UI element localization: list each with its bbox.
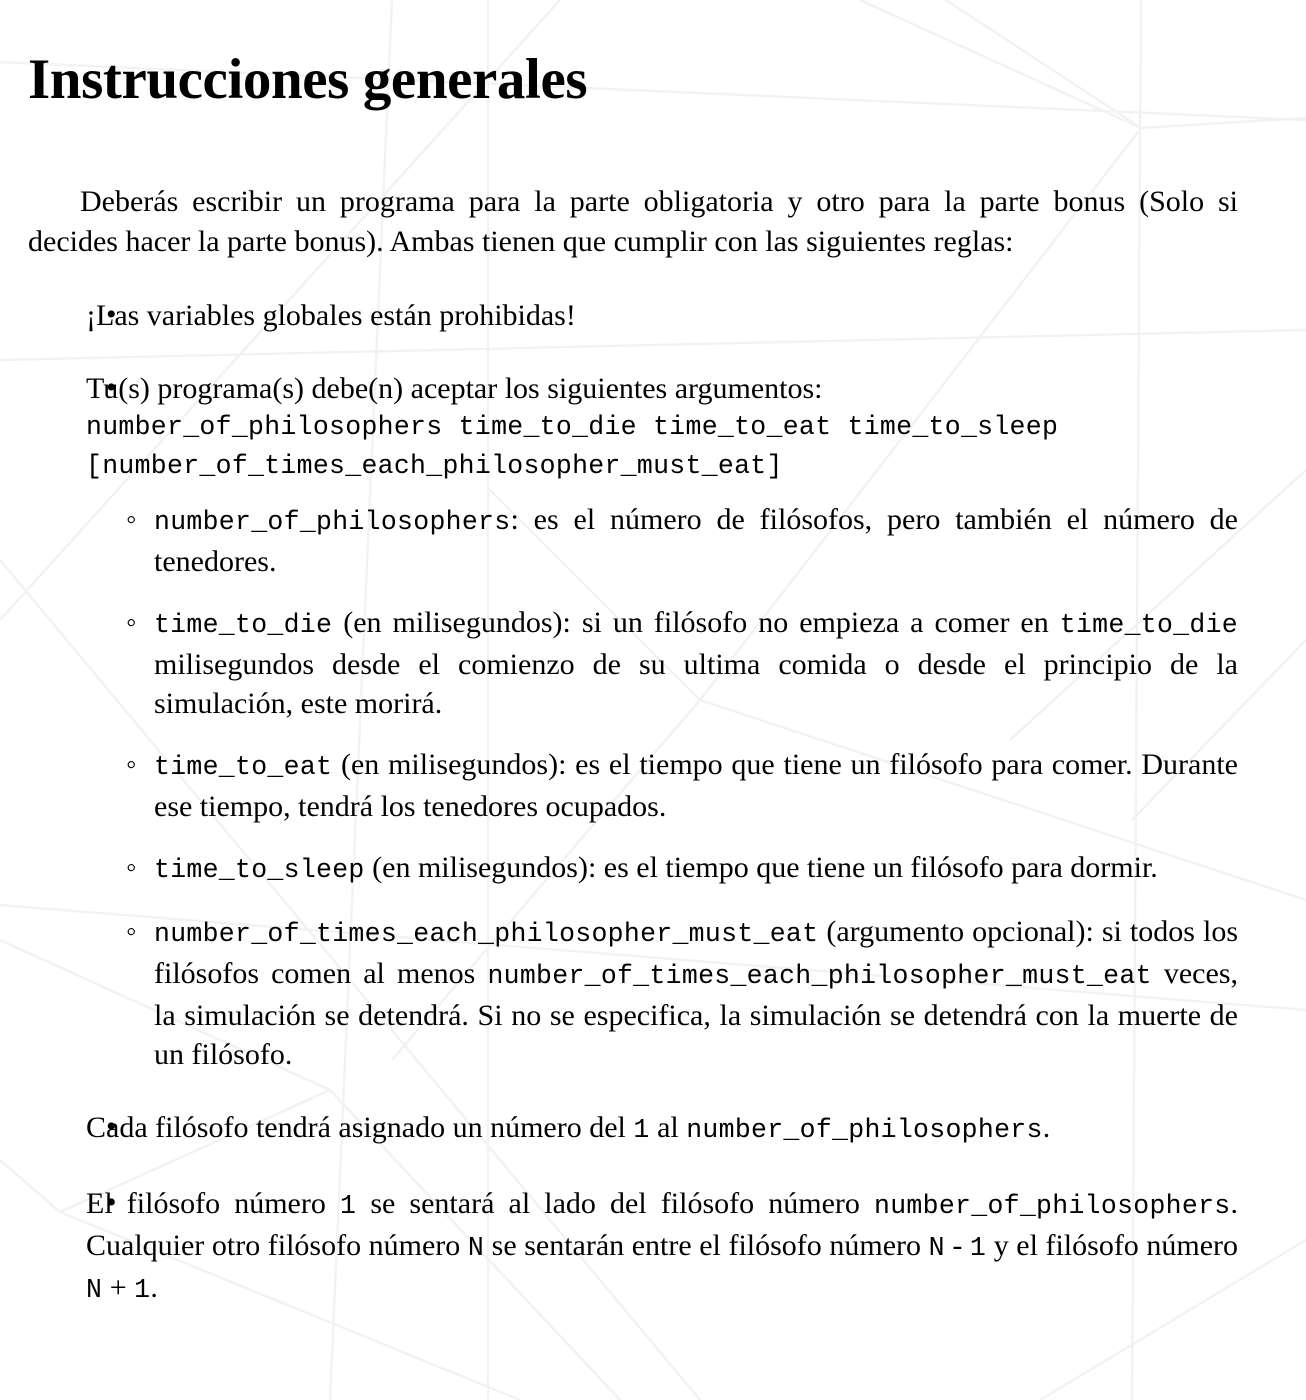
rule-text-part-8: .: [150, 1271, 158, 1304]
argument-number-of-times-each-philosopher-must-eat: [126, 912, 1238, 1074]
argument-time-to-die: [126, 603, 1238, 723]
rules-list: [28, 296, 1238, 1310]
argument-description-before: (argumento opcional): si todos los filósofos comen al menos: [154, 915, 1238, 990]
rule-text-part-7: +: [102, 1271, 135, 1304]
argument-name: time_to_die: [154, 610, 333, 640]
rule-no-global-variables: [52, 296, 1238, 335]
argument-name-inline: time_to_die: [1059, 610, 1238, 640]
rule-text-part-2: se sentará al lado del filósofo número: [356, 1187, 875, 1220]
rule-philosopher-numbering: [52, 1108, 1238, 1150]
argument-description-after: veces, la simulación se detendrá. Si no se especifica, la simulación se detendrá con la muerte de un filósofo.: [154, 957, 1238, 1071]
rule-text-part-3: .: [1042, 1111, 1051, 1144]
argument-usage-line-2: [number_of_times_each_philosopher_must_eat]: [86, 451, 783, 481]
rule-text-part-3: . Cualquier otro filósofo número: [86, 1187, 1238, 1262]
number-one: 1: [633, 1115, 650, 1145]
rule-text-part-1: Cada filósofo tendrá asignado un número del: [86, 1111, 634, 1144]
argument-usage-line-1: number_of_philosophers time_to_die time_to_eat time_to_sleep: [86, 412, 1059, 442]
variable-n: N: [928, 1233, 945, 1263]
rule-text: Tu(s) programa(s) debe(n) aceptar los siguientes argumentos:: [86, 372, 823, 405]
variable-n: N: [86, 1275, 103, 1305]
rule-text-part-4: se sentarán entre el filósofo número: [484, 1229, 929, 1262]
rule-text: ¡Las variables globales están prohibidas!: [86, 299, 576, 332]
number-one: 1: [969, 1233, 987, 1263]
rule-text-part-1: El filósofo número: [86, 1187, 340, 1220]
variable-n: N: [467, 1233, 485, 1263]
argument-time-to-sleep: [126, 848, 1238, 890]
rule-philosopher-seating: [52, 1184, 1238, 1310]
number-one: 1: [340, 1191, 357, 1221]
argument-number-of-philosophers: [126, 500, 1238, 581]
argument-name-inline: number_of_philosophers: [874, 1191, 1231, 1221]
argument-descriptions-list: [86, 500, 1238, 1074]
rule-text-part-6: y el filósofo número: [986, 1229, 1239, 1262]
page-title: Instrucciones generales: [28, 48, 588, 112]
rule-text-part-5: -: [944, 1229, 970, 1262]
argument-name: number_of_times_each_philosopher_must_eat: [154, 919, 819, 949]
argument-name: time_to_eat: [154, 752, 333, 782]
argument-name: number_of_philosophers: [154, 507, 511, 537]
intro-paragraph: Deberás escribir un programa para la parte obligatoria y otro para la parte bonus (Solo si decides hacer la parte bonus). Ambas tienen que cumplir con las siguientes reglas:: [28, 185, 1238, 258]
argument-description-after: milisegundos desde el comienzo de su ultima comida o desde el principio de la simulación, este morirá.: [154, 648, 1238, 720]
argument-name: time_to_sleep: [154, 855, 365, 885]
argument-description: (en milisegundos): es el tiempo que tiene un filósofo para comer. Durante ese tiempo, tendrá los tenedores ocupados.: [154, 748, 1238, 823]
argument-description: (en milisegundos): es el tiempo que tiene un filósofo para dormir.: [364, 851, 1158, 884]
rule-program-arguments: [52, 369, 1238, 1074]
argument-description-before: (en milisegundos): si un filósofo no empieza a comer en: [332, 606, 1060, 639]
argument-name-inline: number_of_times_each_philosopher_must_eat: [487, 961, 1152, 991]
document-body: [28, 182, 1238, 1310]
number-one: 1: [134, 1275, 151, 1305]
rule-text-part-2: al: [649, 1111, 687, 1144]
argument-time-to-eat: [126, 745, 1238, 826]
argument-description: : es el número de filósofos, pero también el número de tenedores.: [154, 503, 1238, 578]
argument-name-inline: number_of_philosophers: [686, 1115, 1043, 1145]
